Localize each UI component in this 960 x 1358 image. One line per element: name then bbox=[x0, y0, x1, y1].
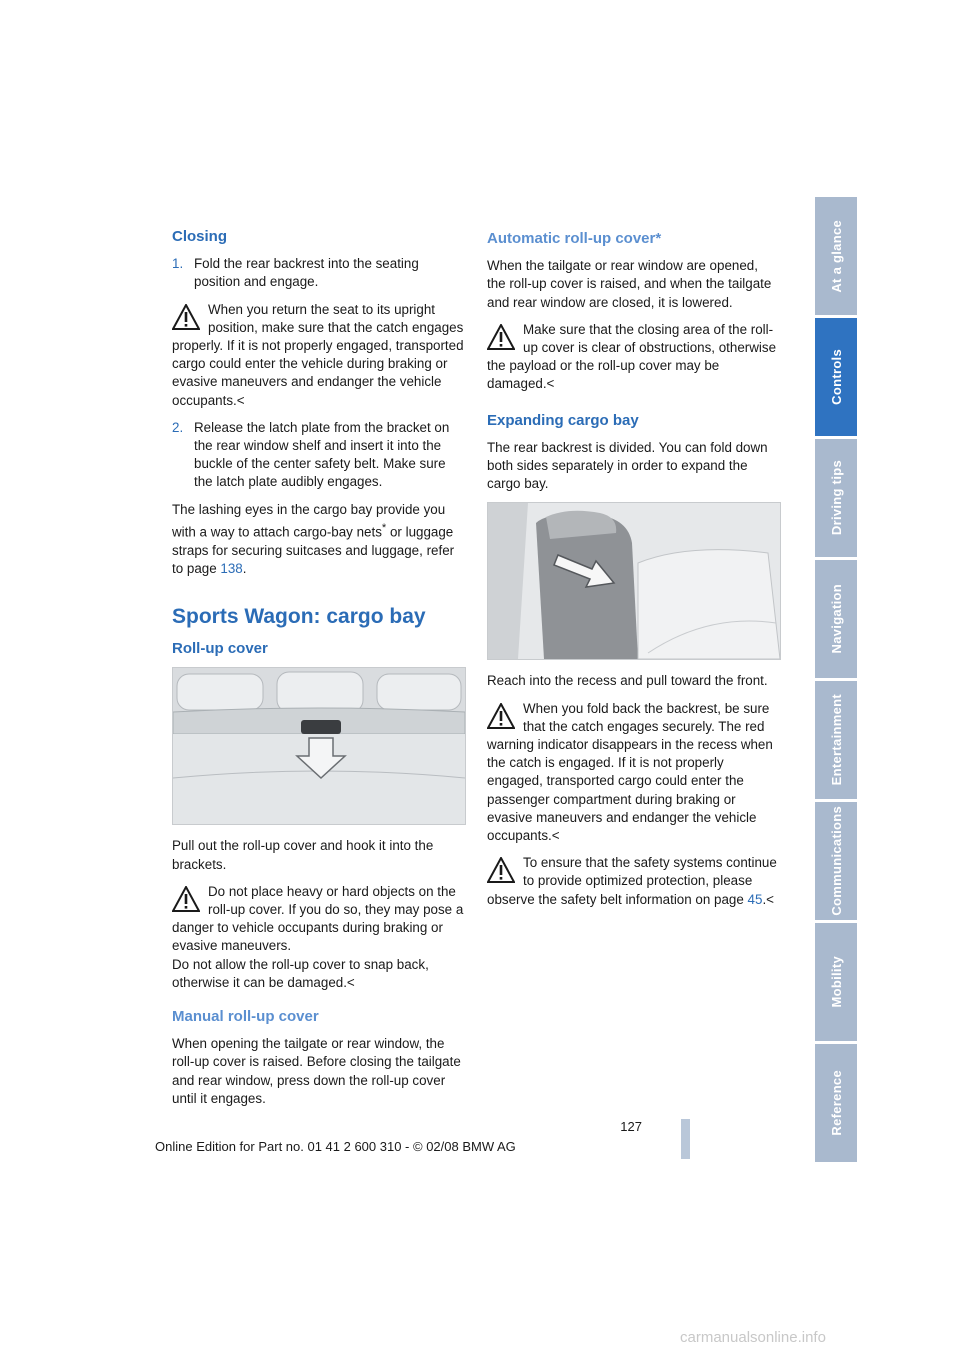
watermark: carmanualsonline.info bbox=[680, 1329, 826, 1346]
end-mark: .< bbox=[762, 891, 774, 907]
tab-controls[interactable] bbox=[815, 318, 857, 439]
expanding-cargo-text: The rear backrest is divided. You can fold down both sides separately in order to expand the cargo bay. bbox=[487, 439, 768, 492]
rollup-cover-illustration bbox=[172, 667, 466, 825]
warning-text-continued: Do not allow the roll-up cover to snap back, otherwise it can be damaged.< bbox=[172, 956, 429, 990]
page-link-45[interactable]: 45 bbox=[747, 891, 763, 907]
page-number: 127 bbox=[620, 1119, 642, 1134]
warning-icon bbox=[172, 886, 200, 912]
reach-text: Reach into the recess and pull toward the front. bbox=[487, 673, 768, 689]
warning-note bbox=[487, 700, 779, 846]
section-tabs bbox=[815, 197, 857, 1165]
tab-reference[interactable] bbox=[815, 1044, 857, 1165]
backrest-illustration bbox=[487, 502, 781, 660]
page-link-138[interactable]: 138 bbox=[220, 560, 243, 576]
warning-note bbox=[487, 321, 779, 394]
period: . bbox=[242, 560, 247, 576]
tab-label: Entertainment bbox=[828, 694, 844, 786]
section-heading: Sports Wagon: cargo bay bbox=[172, 604, 426, 628]
closing-heading: Closing bbox=[172, 228, 227, 245]
warning-note bbox=[172, 883, 464, 956]
tab-mobility[interactable] bbox=[815, 923, 857, 1044]
tab-entertainment[interactable] bbox=[815, 681, 857, 802]
rollup-text: Pull out the roll-up cover and hook it into the brackets. bbox=[172, 838, 434, 872]
expanding-cargo-heading: Expanding cargo bay bbox=[487, 411, 639, 429]
tab-driving-tips[interactable] bbox=[815, 439, 857, 560]
tab-label: Navigation bbox=[828, 584, 844, 654]
step-number: 2. bbox=[172, 419, 184, 435]
manual-rollup-text: When opening the tailgate or rear window, the roll-up cover is raised. Before closing the tailgate and rear window, press down the roll-up cover until it engages. bbox=[172, 1036, 461, 1106]
rollup-heading: Roll-up cover bbox=[172, 640, 268, 658]
automatic-rollup-text: When the tailgate or rear window are opened, the roll-up cover is raised, and when the tailgate and rear window are closed, it is lowered. bbox=[487, 258, 772, 310]
warning-text: To ensure that the safety systems continue to provide optimized protection, please observe the safety belt information on page bbox=[487, 855, 777, 907]
step-1 bbox=[172, 255, 464, 291]
warning-icon bbox=[487, 857, 515, 883]
page-marker-bar bbox=[681, 1119, 690, 1159]
warning-text: When you return the seat to its upright position, make sure that the catch engages properly. If it is not properly engaged, transported cargo could enter the vehicle during braking or evasive maneuvers and endanger the vehicle occupants.< bbox=[172, 301, 464, 408]
tab-label: Controls bbox=[828, 349, 844, 405]
tab-label: Driving tips bbox=[828, 460, 844, 536]
warning-text: When you fold back the backrest, be sure that the catch engages securely. The red warning indicator disappears in the recess when the catch is engaged. If it is not properly engaged, transported cargo could enter the passenger compartment during braking or evasive maneuvers and endanger the vehicle occupants.< bbox=[487, 700, 773, 844]
manual-rollup-heading: Manual roll-up cover bbox=[172, 1007, 319, 1025]
tab-label: Reference bbox=[828, 1070, 844, 1136]
warning-icon bbox=[172, 304, 200, 330]
tab-label: Mobility bbox=[828, 956, 844, 1008]
tab-navigation[interactable] bbox=[815, 560, 857, 681]
lashing-text: The lashing eyes in the cargo bay provide you with a way to attach cargo-bay nets bbox=[172, 501, 446, 540]
tab-communications[interactable] bbox=[815, 802, 857, 923]
warning-text: Make sure that the closing area of the roll-up cover is clear of obstructions, otherwise the payload or the roll-up cover may be damaged.< bbox=[487, 321, 777, 392]
step-text: Fold the rear backrest into the seating position and engage. bbox=[194, 256, 419, 290]
automatic-rollup-heading: Automatic roll-up cover* bbox=[487, 230, 662, 247]
step-number: 1. bbox=[172, 256, 184, 272]
backrest-image bbox=[488, 503, 780, 659]
warning-text: Do not place heavy or hard objects on the roll-up cover. If you do so, they may pose a danger to vehicle occupants during braking or evasive maneuvers. bbox=[172, 883, 464, 954]
step-text: Release the latch plate from the bracket on the rear window shelf and insert it into the buckle of the center safety belt. Make sure the latch plate audibly engages. bbox=[194, 419, 450, 490]
lashing-paragraph bbox=[172, 501, 464, 578]
warning-note bbox=[172, 301, 464, 410]
left-column bbox=[172, 228, 464, 1117]
tab-at-a-glance[interactable] bbox=[815, 197, 857, 318]
warning-icon bbox=[487, 703, 515, 729]
optional-star: * bbox=[381, 521, 387, 534]
tab-label: At a glance bbox=[828, 219, 844, 293]
edition-line: Online Edition for Part no. 01 41 2 600 310 - © 02/08 BMW AG bbox=[155, 1139, 516, 1154]
warning-icon bbox=[487, 324, 515, 350]
warning-note bbox=[487, 854, 779, 909]
step-2 bbox=[172, 419, 464, 492]
tab-label: Communications bbox=[828, 806, 844, 916]
right-column bbox=[487, 228, 779, 918]
lashing-text-2: or luggage straps for securing suitcases and luggage, refer to page bbox=[172, 524, 455, 576]
rollup-cover-image bbox=[173, 668, 465, 824]
